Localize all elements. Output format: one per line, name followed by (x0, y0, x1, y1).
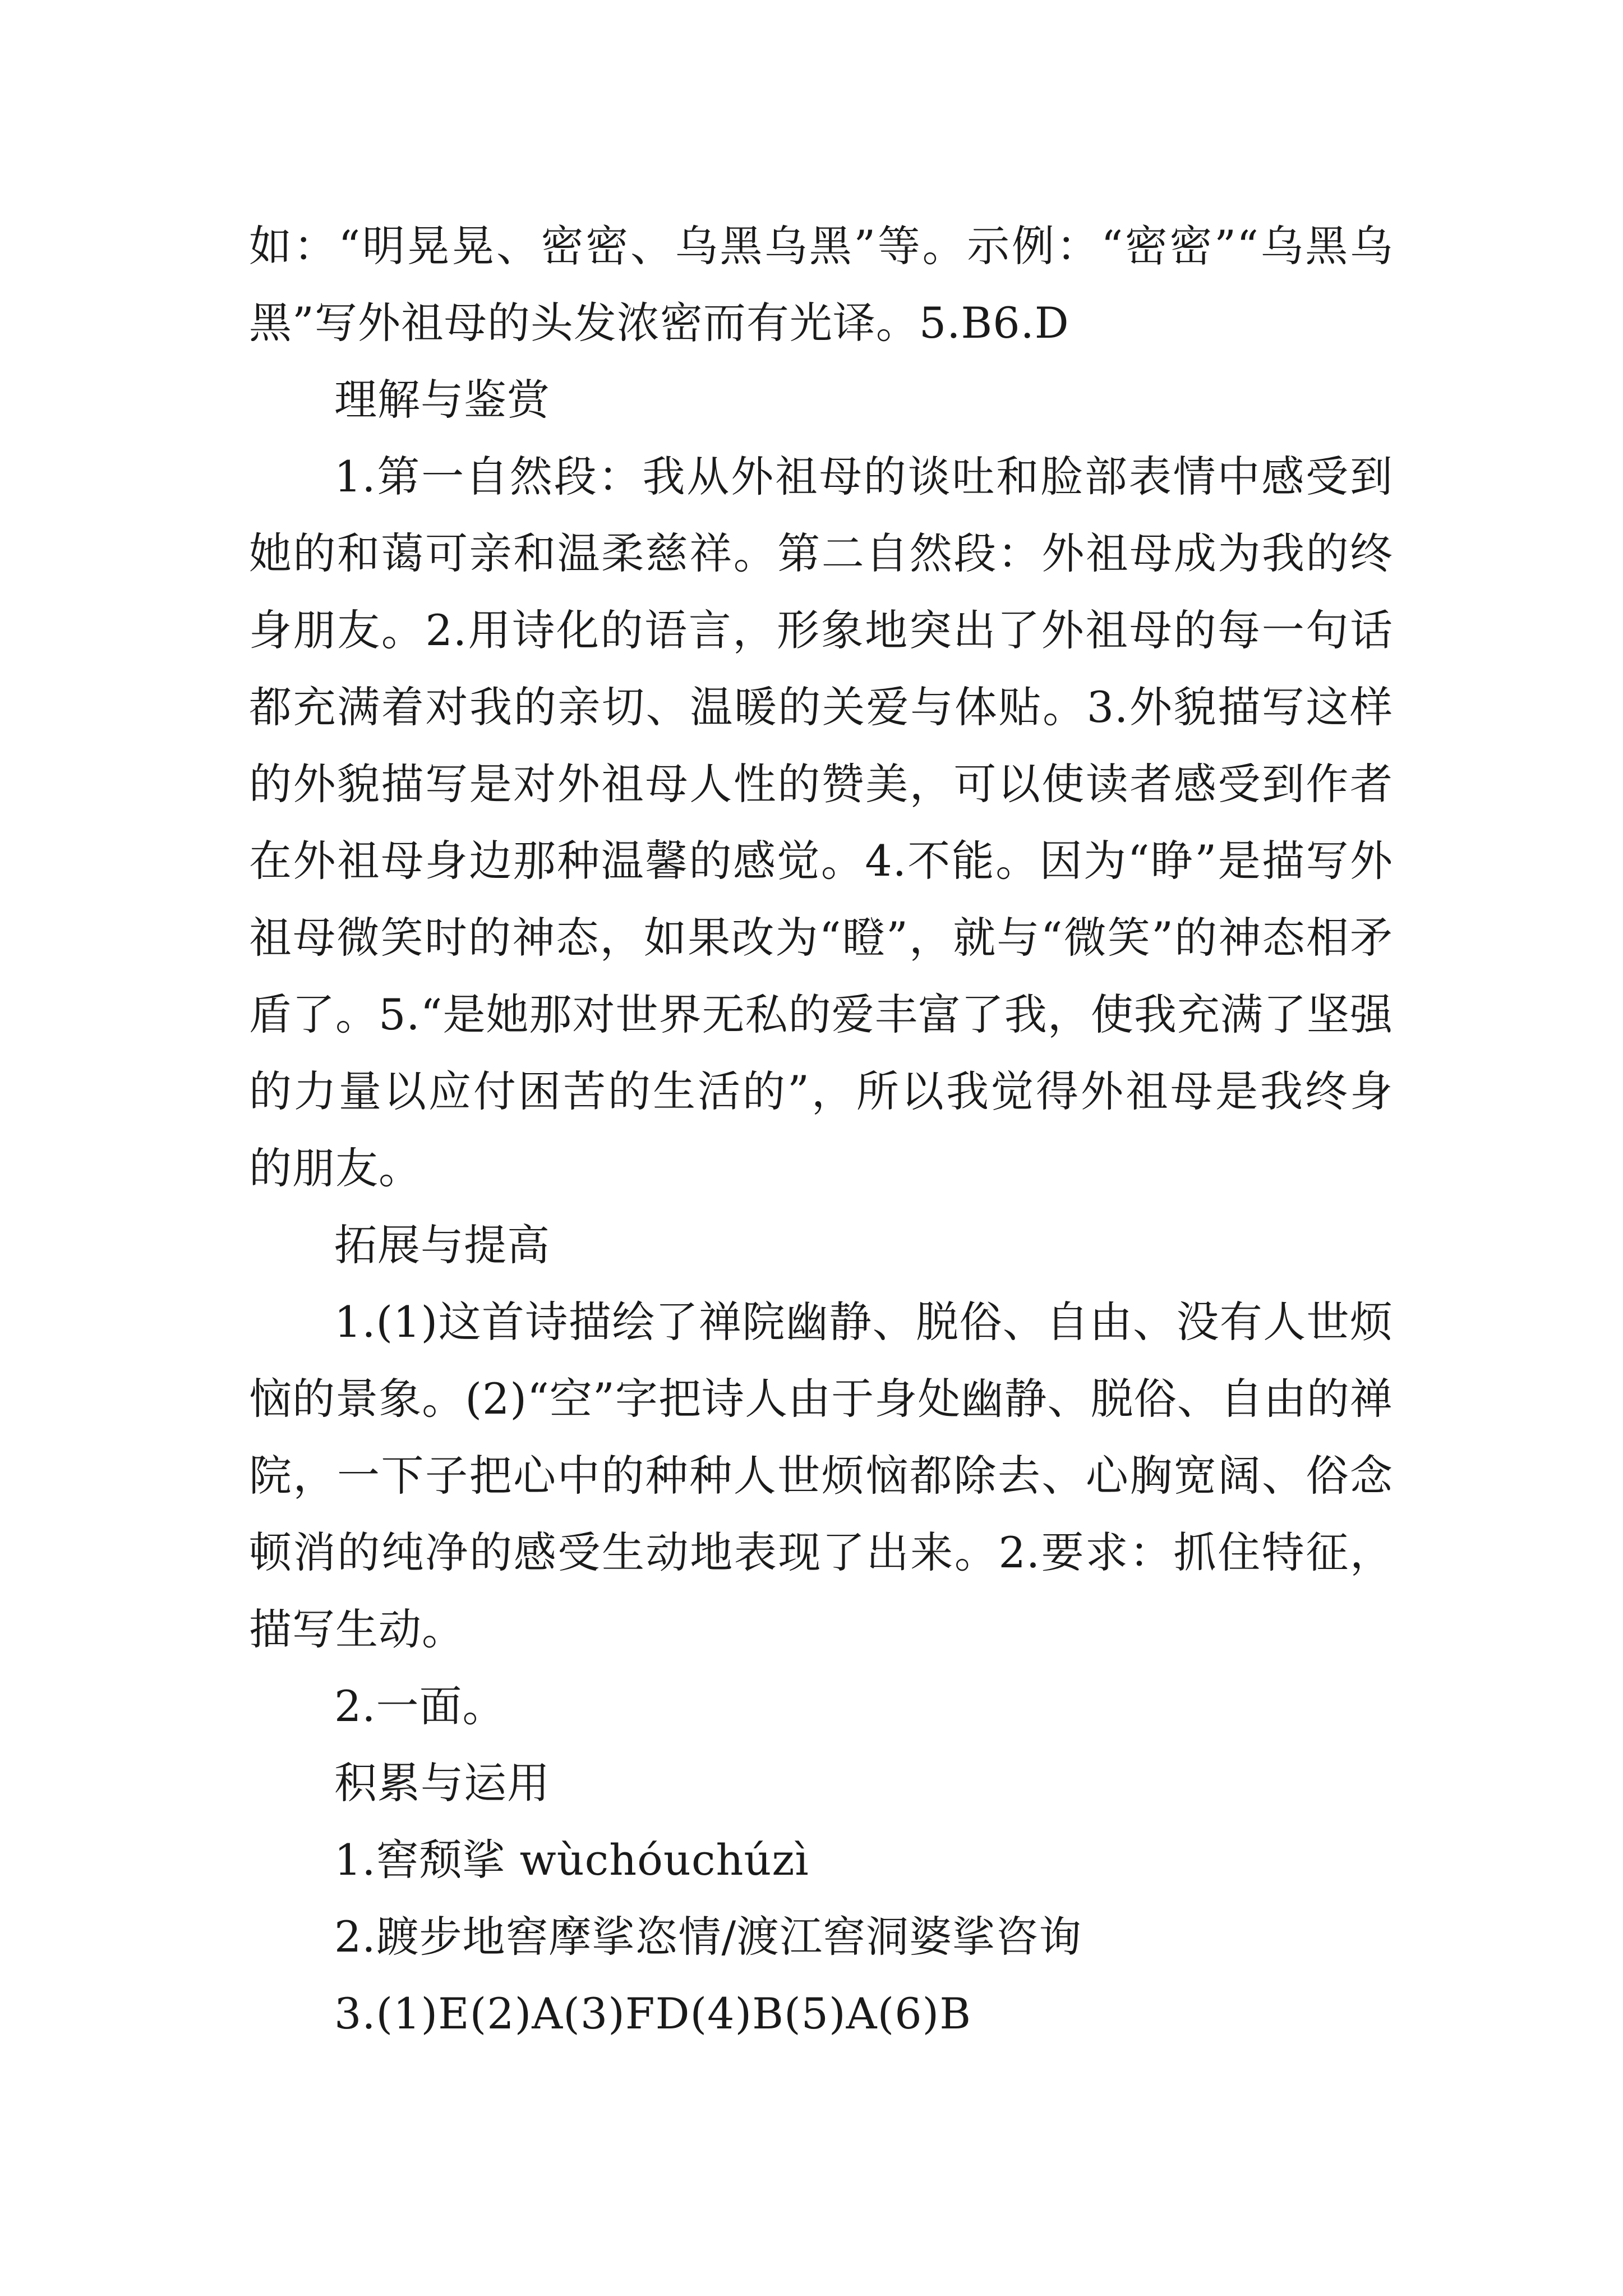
paragraph-extension-item-2: 2.一面。 (334, 1681, 506, 1731)
paragraph-accumulation-item-3: 3.(1)E(2)A(3)FD(4)B(5)A(6)B (334, 1989, 972, 2039)
paragraph-understanding-answers: 1.第一自然段：我从外祖母的谈吐和脸部表情中感受到她的和蔼可亲和温柔慈祥。第二自然段：外祖母成为我的终身朋友。2.用诗化的语言，形象地突出了外祖母的每一句话都充满着对我的亲切、温暖的关爱与体贴。3.外貌描写这样的外貌描写是对外祖母人性的赞美，可以使读者感受到作者在外祖母身边那种温馨的感觉。4.不能。因为“睁”是描写外祖母微笑时的神态，如果改为“瞪”，就与“微笑”的神态相矛盾了。5.“是她那对世界无私的爱丰富了我，使我充满了坚强的力量以应付困苦的生活的”，所以我觉得外祖母是我终身的朋友。 (249, 452, 1393, 1193)
paragraph-accumulation-item-1: 1.窖颓挲 wùchóuchúzì (334, 1835, 809, 1885)
paragraph-extension-answers: 1.(1)这首诗描绘了禅院幽静、脱俗、自由、没有人世烦恼的景象。(2)“空”字把诗人由于身处幽静、脱俗、自由的禅院，一下子把心中的种种人世烦恼都除去、心胸宽阔、俗念顿消的纯净的感受生动地表现了出来。2.要求：抓住特征，描写生动。 (249, 1297, 1393, 1654)
document-page (249, 208, 1393, 2052)
section-heading-accumulation: 积累与运用 (334, 1758, 550, 1808)
section-heading-extension: 拓展与提高 (334, 1220, 550, 1270)
section-heading-understanding: 理解与鉴赏 (334, 375, 550, 425)
paragraph-accumulation-item-2: 2.踱步地窖摩挲恣情/渡江窖洞婆挲咨询 (334, 1912, 1082, 1962)
paragraph-answers-intro: 如：“明晃晃、密密、乌黑乌黑”等。示例：“密密”“乌黑乌黑”写外祖母的头发浓密而有光译。5.B6.D (249, 221, 1393, 348)
